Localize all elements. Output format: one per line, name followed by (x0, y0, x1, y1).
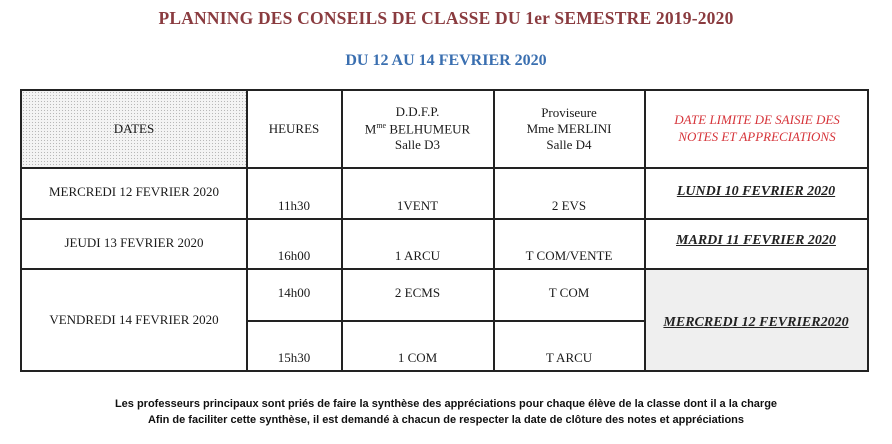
row3b-heure: 15h30 (277, 350, 311, 365)
row1-proviseure: 2 EVS (551, 198, 587, 213)
column-divider (246, 91, 248, 370)
header-proviseure (494, 91, 644, 167)
row3b-ddfp: 1 COM (397, 350, 438, 365)
row3b-proviseure: T ARCU (545, 350, 593, 365)
row1-heure: 11h30 (277, 198, 311, 213)
row2-proviseure: T COM/VENTE (525, 248, 613, 263)
column-divider (644, 91, 646, 370)
note-line-1: Les professeurs principaux sont priés de faire la synthèse des appréciations pour chaque élève de la classe dont il a la charge (114, 398, 778, 410)
column-divider (341, 91, 343, 370)
row1-date: MERCREDI 12 FEVRIER 2020 (48, 184, 220, 199)
ddfp-name (365, 121, 470, 138)
schedule-table (20, 89, 869, 372)
page-subtitle: DU 12 AU 14 FEVRIER 2020 (345, 52, 547, 69)
ddfp-name-sup: me (376, 120, 387, 130)
ddfp-title: D.D.F.P. (395, 104, 440, 120)
row3a-proviseure: T COM (548, 285, 590, 300)
ddfp-room: Salle D3 (394, 137, 441, 153)
page-title: PLANNING DES CONSEILS DE CLASSE DU 1er SEMESTRE 2019-2020 (158, 8, 734, 28)
row1-ddfp: 1VENT (396, 198, 439, 213)
row2-ddfp: 1 ARCU (394, 248, 441, 263)
header-ddfp (342, 91, 493, 167)
row2-date: JEUDI 13 FEVRIER 2020 (64, 235, 204, 250)
header-dates: DATES (113, 120, 155, 136)
row3-date: VENDREDI 14 FEVRIER 2020 (49, 311, 219, 327)
proviseure-room: Salle D4 (546, 137, 592, 153)
row3a-ddfp: 2 ECMS (394, 285, 441, 300)
header-deadline: DATE LIMITE DE SAISIE DES NOTES ET APPRECIATIONS (674, 112, 840, 144)
row3-deadline: MERCREDI 12 FEVRIER2020 (663, 314, 849, 330)
header-heures: HEURES (268, 120, 320, 136)
row-divider (22, 218, 867, 220)
row-divider (22, 167, 867, 169)
proviseure-name: Mme MERLINI (526, 120, 612, 136)
row1-deadline: LUNDI 10 FEVRIER 2020 (676, 184, 836, 199)
column-divider (493, 91, 495, 370)
row3a-heure: 14h00 (277, 285, 311, 300)
row2-heure: 16h00 (277, 248, 311, 263)
note-line-2: Afin de faciliter cette synthèse, il est demandé à chacun de respecter la date de clôture des notes et appréciations (147, 414, 745, 426)
proviseure-title: Proviseure (541, 104, 597, 120)
ddfp-name-rest: BELHUMEUR (386, 121, 471, 137)
row-divider (22, 268, 867, 270)
row-divider (246, 320, 644, 322)
row2-deadline: MARDI 11 FEVRIER 2020 (676, 233, 836, 248)
ddfp-name-prefix: M (364, 121, 377, 137)
